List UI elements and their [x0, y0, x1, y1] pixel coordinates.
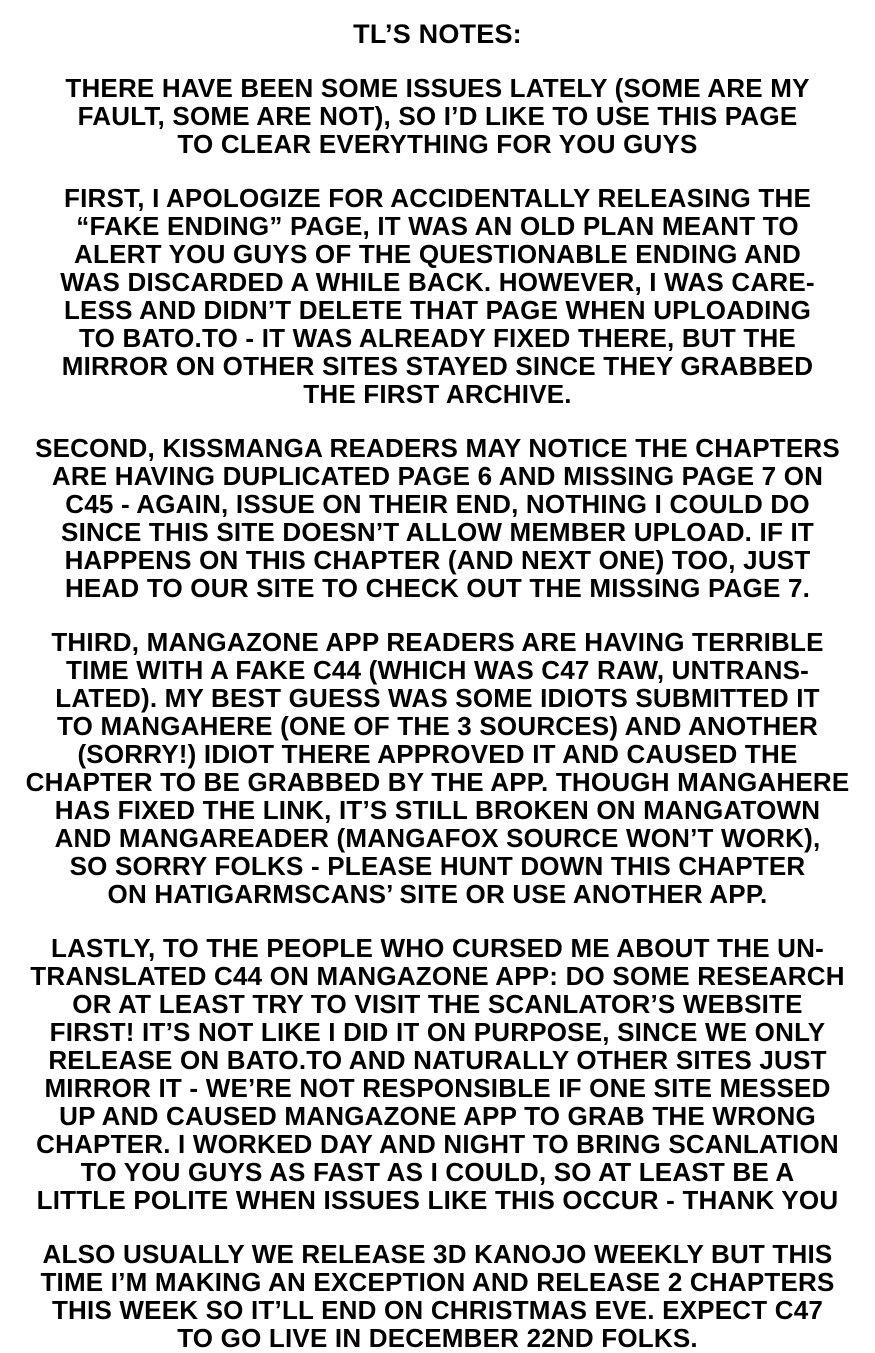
text-line: ON HATIGARMSCANS’ SITE OR USE ANOTHER APP. [107, 879, 768, 909]
text-line: ARE HAVING DUPLICATED PAGE 6 AND MISSING PAGE 7 ON [51, 461, 824, 491]
paragraph-third-issue [0, 628, 875, 908]
text-line: TIME I’M MAKING AN EXCEPTION AND RELEASE 2 CHAPTERS [40, 1267, 835, 1297]
text-line: LITTLE POLITE WHEN ISSUES LIKE THIS OCCUR - THANK YOU [36, 1185, 839, 1215]
text-line: HAS FIXED THE LINK, IT’S STILL BROKEN ON MANGATOWN [54, 795, 821, 825]
text-line: TO MANGAHERE (ONE OF THE 3 SOURCES) AND ANOTHER [56, 711, 819, 741]
text-line: SINCE THIS SITE DOESN’T ALLOW MEMBER UPLOAD. IF IT [61, 517, 814, 547]
paragraph-intro [0, 74, 875, 158]
text-line: TIME WITH A FAKE C44 (WHICH WAS C47 RAW, UNTRANS- [65, 655, 810, 685]
paragraph-release-schedule [0, 1240, 875, 1352]
text-line: FIRST! IT’S NOT LIKE I DID IT ON PURPOSE, SINCE WE ONLY [49, 1017, 826, 1047]
text-line: TO GO LIVE IN DECEMBER 22ND FOLKS. [177, 1323, 698, 1353]
text-line: ALSO USUALLY WE RELEASE 3D KANOJO WEEKLY BUT THIS [42, 1239, 833, 1269]
text-line: “FAKE ENDING” PAGE, IT WAS AN OLD PLAN MEANT TO [76, 211, 799, 241]
paragraph-first-issue [0, 184, 875, 408]
text-line: RELEASE ON BATO.TO AND NATURALLY OTHER SITES JUST [48, 1045, 827, 1075]
text-line: FIRST, I APOLOGIZE FOR ACCIDENTALLY RELEASING THE [64, 183, 811, 213]
text-line: SO SORRY FOLKS - PLEASE HUNT DOWN THIS CHAPTER [69, 851, 806, 881]
text-line: LESS AND DIDN’T DELETE THAT PAGE WHEN UPLOADING [63, 295, 812, 325]
text-line: MIRROR ON OTHER SITES STAYED SINCE THEY GRABBED [61, 351, 814, 381]
text-line: TO YOU GUYS AS FAST AS I COULD, SO AT LEAST BE A [80, 1157, 795, 1187]
text-line: LATED). MY BEST GUESS WAS SOME IDIOTS SUBMITTED IT [55, 683, 820, 713]
text-line: LASTLY, TO THE PEOPLE WHO CURSED ME ABOUT THE UN- [51, 933, 824, 963]
text-line: THIS WEEK SO IT’LL END ON CHRISTMAS EVE. EXPECT C47 [51, 1295, 824, 1325]
text-line: WAS DISCARDED A WHILE BACK. HOWEVER, I WAS CARE- [60, 267, 815, 297]
paragraph-second-issue [0, 434, 875, 602]
text-line: THE FIRST ARCHIVE. [303, 379, 572, 409]
text-line: CHAPTER. I WORKED DAY AND NIGHT TO BRING SCANLATION [36, 1129, 839, 1159]
text-line: FAULT, SOME ARE NOT), SO I’D LIKE TO USE THIS PAGE [77, 101, 798, 131]
text-line: TRANSLATED C44 ON MANGAZONE APP: DO SOME RESEARCH [30, 961, 845, 991]
text-line: TO CLEAR EVERYTHING FOR YOU GUYS [177, 129, 698, 159]
text-line: HEAD TO OUR SITE TO CHECK OUT THE MISSING PAGE 7. [64, 573, 811, 603]
text-line: UP AND CAUSED MANGAZONE APP TO GRAB THE WRONG [59, 1101, 816, 1131]
paragraph-lastly [0, 934, 875, 1214]
text-line: AND MANGAREADER (MANGAFOX SOURCE WON’T WORK), [54, 823, 821, 853]
text-line: THERE HAVE BEEN SOME ISSUES LATELY (SOME ARE MY [65, 73, 810, 103]
text-line: CHAPTER TO BE GRABBED BY THE APP. THOUGH MANGAHERE [25, 767, 850, 797]
text-line: (SORRY!) IDIOT THERE APPROVED IT AND CAUSED THE [77, 739, 798, 769]
text-line: HAPPENS ON THIS CHAPTER (AND NEXT ONE) TOO, JUST [64, 545, 811, 575]
text-line: TO BATO.TO - IT WAS ALREADY FIXED THERE, BUT THE [79, 323, 796, 353]
text-line: C45 - AGAIN, ISSUE ON THEIR END, NOTHING I COULD DO [65, 489, 810, 519]
text-line: SECOND, KISSMANGA READERS MAY NOTICE THE CHAPTERS [35, 433, 840, 463]
text-line: OR AT LEAST TRY TO VISIT THE SCANLATOR’S WEBSITE [72, 989, 803, 1019]
text-line: MIRROR IT - WE’RE NOT RESPONSIBLE IF ONE SITE MESSED [44, 1073, 831, 1103]
page-title: TL’S NOTES: [353, 19, 522, 49]
text-line: THIRD, MANGAZONE APP READERS ARE HAVING TERRIBLE [51, 627, 824, 657]
text-line: ALERT YOU GUYS OF THE QUESTIONABLE ENDING AND [74, 239, 801, 269]
